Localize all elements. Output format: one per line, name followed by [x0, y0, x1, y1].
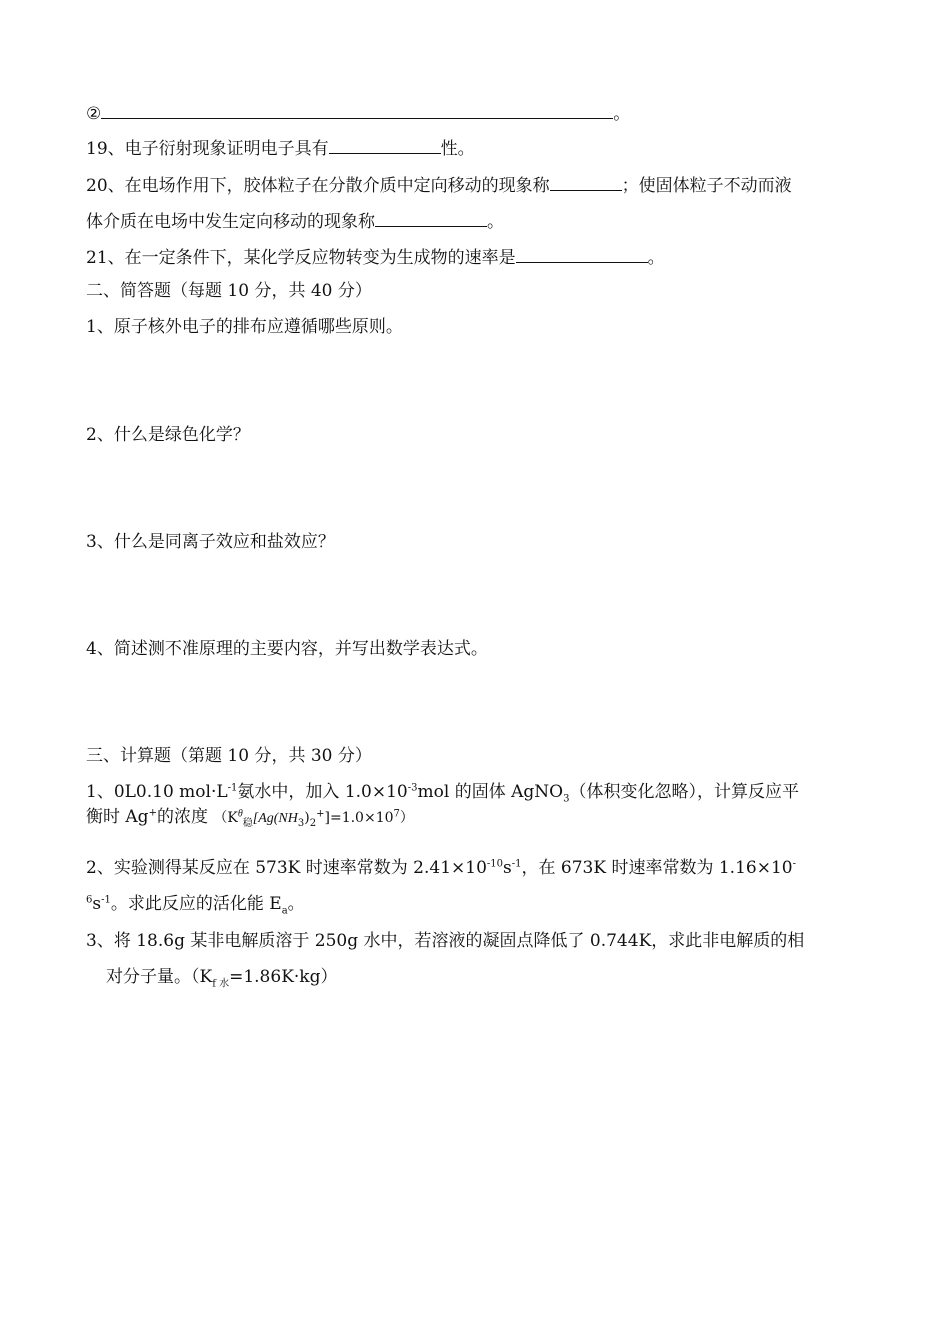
calc-q1-line2-b: 的浓度 — [156, 807, 208, 827]
calc-q1-line1 — [86, 781, 799, 803]
calc-q1-line2-sup: + — [148, 807, 157, 819]
q21-prefix: 21、在一定条件下，某化学反应物转变为生成物的速率是 — [86, 248, 516, 268]
q19-suffix: 性。 — [440, 139, 475, 159]
short-answer-q2: 2、什么是绿色化学？ — [86, 425, 250, 445]
calc-q3-line2-b: =1.86K·kg） — [229, 967, 338, 987]
q21 — [86, 244, 665, 269]
q18-item2-blank[interactable] — [101, 100, 613, 119]
formula-exp: 7 — [393, 808, 400, 820]
calc-q1-line2-a: 衡时 Ag — [86, 807, 149, 827]
q19 — [86, 135, 475, 160]
section2-heading: 二、简答题（每题 10 分，共 40 分） — [86, 281, 372, 301]
calc-q2-line2-b: 。求此反应的活化能 E — [110, 894, 282, 914]
calc-q2-line2 — [86, 893, 305, 915]
formula-eq: ]=1.0×10 — [324, 810, 394, 826]
q19-prefix: 19、电子衍射现象证明电子具有 — [86, 139, 329, 159]
calc-q1-text-c: mol 的固体 AgNO — [417, 782, 564, 802]
calc-q1-text-b: 氨水中，加入 1.0×10 — [237, 782, 408, 802]
short-answer-q4: 4、简述测不准原理的主要内容，并写出数学表达式。 — [86, 639, 488, 659]
q20-blank-2[interactable] — [375, 208, 487, 227]
calc-q1-sub-c: 3 — [563, 793, 570, 805]
q20-line2 — [86, 208, 504, 233]
calc-q1-text-d: （体积变化忽略），计算反应平 — [569, 782, 799, 802]
calc-q2-line2-a: s — [92, 894, 102, 914]
q18-item2 — [86, 100, 630, 125]
formula-plus: + — [316, 808, 325, 820]
calc-q3-line1: 3、将 18.6g 某非电解质溶于 250g 水中，若溶液的凝固点降低了 0.744K，求此非电解质的相 — [86, 931, 805, 951]
calc-q2-text-c: ，在 673K 时速率常数为 1.16×10 — [521, 858, 793, 878]
formula-sub-3: 3 — [297, 817, 305, 829]
q21-suffix: 。 — [647, 248, 665, 268]
calc-q2-line2-sup: 6 — [86, 894, 93, 906]
formula-sub-stable: 稳 — [242, 817, 253, 829]
q20-line1-prefix: 20、在电场作用下，胶体粒子在分散介质中定向移动的现象称 — [86, 176, 550, 196]
q20-line1 — [86, 172, 792, 197]
calc-q1-sup-b: -3 — [407, 782, 418, 794]
calc-q1-sup-a: -1 — [227, 782, 238, 794]
calc-q3-line2-sub: f 水 — [212, 978, 230, 990]
q20-line2-prefix: 体介质在电场中发生定向移动的现象称 — [86, 212, 375, 232]
calc-q2-line1 — [86, 857, 796, 879]
formula-sub-2: 2 — [309, 817, 317, 829]
calc-q3-line2 — [106, 966, 337, 988]
calc-q2-line2-sub: a — [281, 905, 288, 917]
short-answer-q3: 3、什么是同离子效应和盐效应？ — [86, 532, 335, 552]
formula-theta: θ — [237, 808, 243, 820]
formula-k: K — [227, 810, 238, 826]
calc-q2-sup-b: -1 — [511, 858, 522, 870]
q20-line1-mid: ；使固体粒子不动而液 — [621, 176, 792, 196]
calc-q2-line2-c: 。 — [287, 894, 305, 914]
formula-body: [Ag(NH — [252, 811, 298, 826]
calc-q2-text-b: s — [503, 858, 512, 878]
calc-q3-line2-a: 对分子量。（K — [106, 967, 213, 987]
q21-blank[interactable] — [516, 244, 648, 263]
short-answer-q1: 1、原子核外电子的排布应遵循哪些原则。 — [86, 317, 403, 337]
formula-paren: ） — [399, 810, 414, 826]
q20-blank-1[interactable] — [550, 172, 622, 191]
section3-heading: 三、计算题（第题 10 分，共 30 分） — [86, 746, 372, 766]
calc-q2-text-a: 2、实验测得某反应在 573K 时速率常数为 2.41×10 — [86, 858, 487, 878]
circled-2-marker: ② — [86, 104, 102, 124]
calc-q2-sup-a: -10 — [486, 858, 504, 870]
q20-line2-suffix: 。 — [487, 212, 504, 232]
q18-end: 。 — [613, 104, 631, 124]
calc-q2-line2-sup2: -1 — [101, 894, 111, 906]
calc-q2-sup-c: - — [792, 858, 796, 870]
calc-q1-text-a: 1、0L0.10 mol·L — [86, 782, 228, 802]
formula-close: ) — [304, 810, 310, 826]
stability-constant-formula: $(K^\theta_稳[Ag(NH_3)_2^+]=1.0\times 10^7)$ — [213, 808, 414, 829]
q19-blank[interactable] — [329, 135, 441, 154]
calc-q1-line2 — [86, 806, 414, 830]
